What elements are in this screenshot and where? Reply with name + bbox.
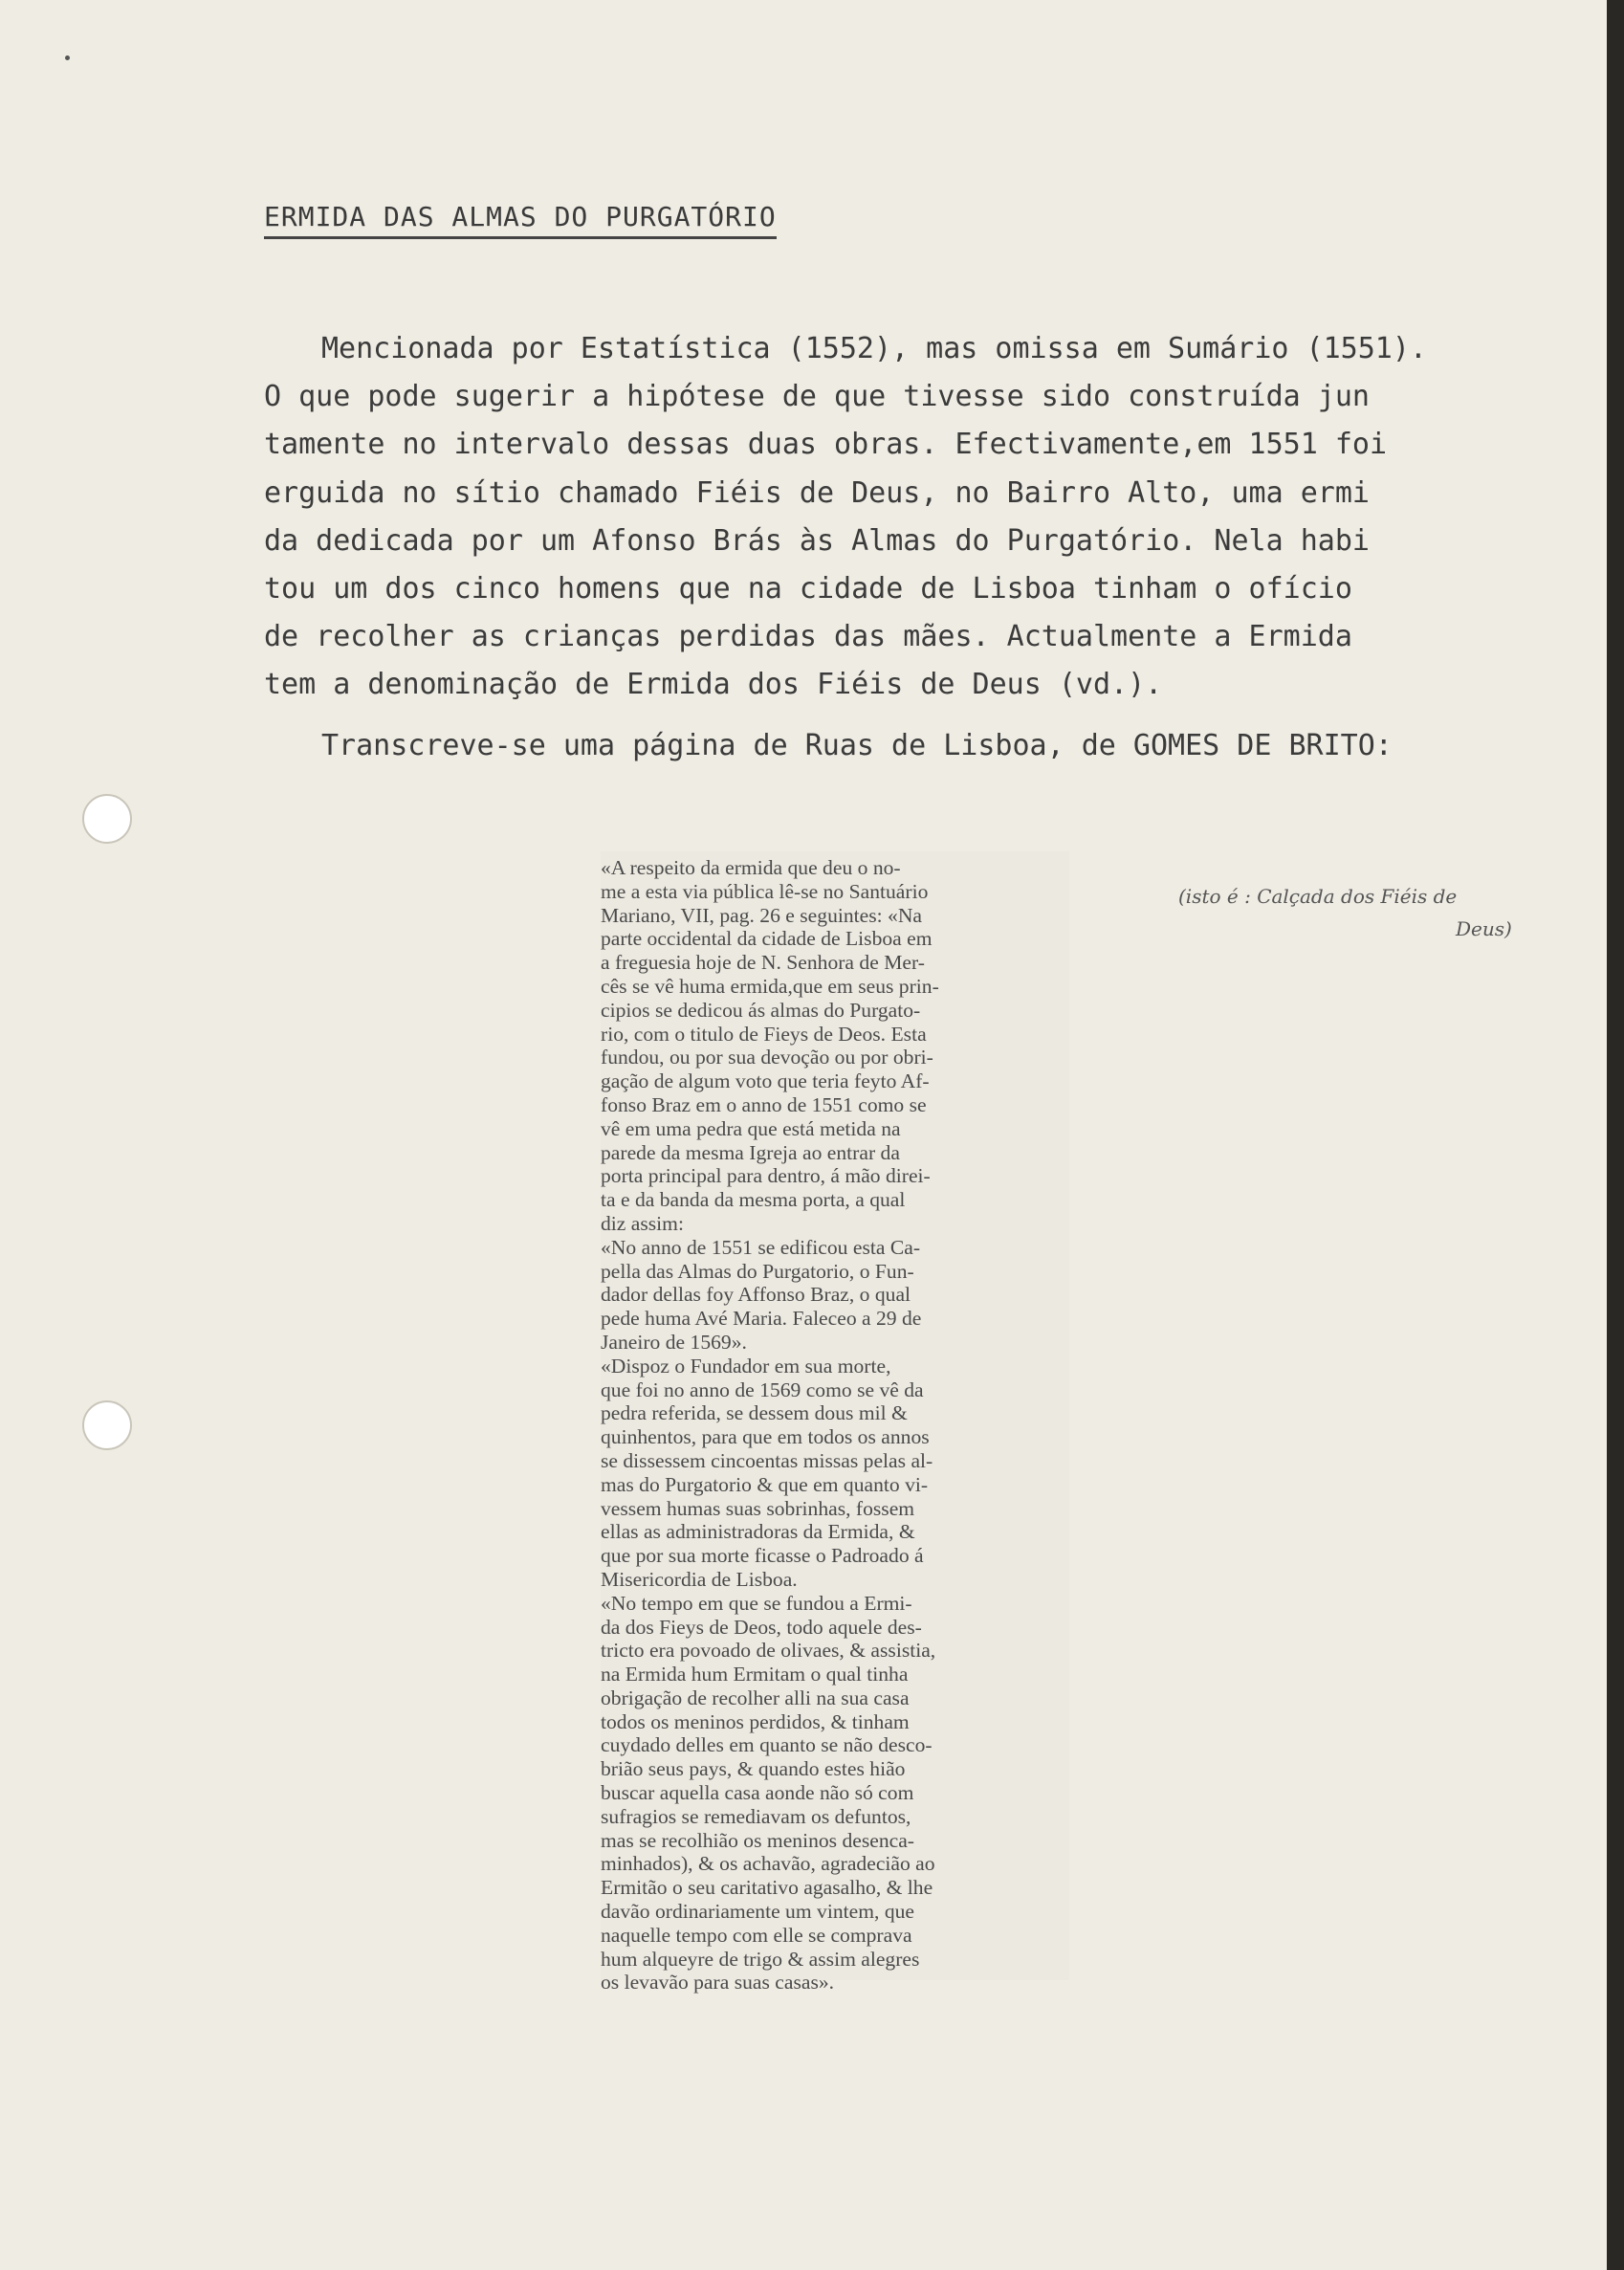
clipping-line: pede huma Avé Maria. Faleceo a 29 de (601, 1307, 922, 1331)
clipping-line: vê em uma pedra que está metida na (601, 1116, 901, 1140)
clipping-line: sufragios se remediavam os defuntos, (601, 1804, 911, 1828)
clipping-line: Mariano, VII, pag. 26 e seguintes: «Na (601, 903, 923, 927)
clipping-line: porta principal para dentro, á mão direi- (601, 1164, 931, 1188)
paragraph-line: O que pode sugerir a hipótese de que tivesse sido construída jun (264, 380, 1370, 414)
clipping-line: me a esta via pública lê-se no Santuário (601, 879, 929, 903)
clipping-line: cipios se dedicou ás almas do Purgato- (601, 998, 921, 1022)
punch-hole (82, 1400, 132, 1450)
clipping-line: cês se vê huma ermida,que em seus prin- (601, 974, 939, 998)
clipping-line: «A respeito da ermida que deu o no- (601, 856, 901, 879)
margin-note-line: (isto é : Calçada dos Fiéis de (1178, 885, 1458, 908)
clipping-line: todos os meninos perdidos, & tinham (601, 1709, 910, 1733)
clipping-line: mas se recolhião os meninos desenca- (601, 1828, 914, 1852)
clipping-line: obrigação de recolher alli na sua casa (601, 1686, 910, 1709)
paragraph-line: tem a denominação de Ermida dos Fiéis de Deus (vd.). (264, 668, 1163, 702)
clipping-line: se dissessem cincoentas missas pelas al- (601, 1448, 933, 1472)
margin-note-line: Deus) (1456, 917, 1512, 940)
paragraph-line: erguida no sítio chamado Fiéis de Deus, no Bairro Alto, uma ermi (264, 475, 1370, 510)
paragraph-line: tamente no intervalo dessas duas obras. Efectivamente,em 1551 foi (264, 428, 1387, 462)
clipping-line: pella das Almas do Purgatorio, o Fun- (601, 1259, 914, 1283)
clipping-line: parede da mesma Igreja ao entrar da (601, 1140, 900, 1164)
punch-hole (82, 794, 132, 844)
clipping-line: ellas as administradoras da Ermida, & (601, 1520, 915, 1544)
clipping-line: rio, com o titulo de Fieys de Deos. Esta (601, 1022, 927, 1046)
page-edge (1607, 0, 1624, 2270)
paragraph-line: da dedicada por um Afonso Brás às Almas do Purgatório. Nela habi (264, 523, 1370, 558)
clipping-line: Janeiro de 1569». (601, 1330, 747, 1354)
clipping-line: mas do Purgatorio & que em quanto vi- (601, 1472, 929, 1496)
clipping-line: ta e da banda da mesma porta, a qual (601, 1188, 906, 1212)
body-paragraph (264, 325, 1536, 710)
clipping-line: brião seus pays, & quando estes hião (601, 1757, 906, 1781)
clipping-line: quinhentos, para que em todos os annos (601, 1425, 930, 1449)
transcription-intro: Transcreve-se uma página de Ruas de Lisboa, de GOMES DE BRITO: (321, 729, 1393, 762)
clipping-line: hum alqueyre de trigo & assim alegres (601, 1947, 920, 1971)
paragraph-line: tou um dos cinco homens que na cidade de Lisboa tinham o ofício (264, 572, 1352, 606)
clipping-line: naquelle tempo com elle se comprava (601, 1923, 912, 1947)
clipping-line: que por sua morte ficasse o Padroado á (601, 1544, 924, 1568)
clipping-line: tricto era povoado de olivaes, & assistia, (601, 1639, 936, 1663)
clipping-line: a freguesia hoje de N. Senhora de Mer- (601, 951, 925, 975)
clipping-line: davão ordinariamente um vintem, que (601, 1900, 914, 1924)
clipping-line: fundou, ou por sua devoção ou por obri- (601, 1046, 933, 1069)
clipping-line: Misericordia de Lisboa. (601, 1567, 798, 1591)
clipping-line: cuydado delles em quanto se não desco- (601, 1733, 933, 1757)
clipping-line: pedra referida, se dessem dous mil & (601, 1401, 908, 1425)
document-title: ERMIDA DAS ALMAS DO PURGATÓRIO (264, 201, 777, 239)
clipping-line: «No tempo em que se fundou a Ermi- (601, 1591, 912, 1615)
clipping-line: «Dispoz o Fundador em sua morte, (601, 1354, 891, 1377)
clipping-line: minhados), & os achavão, agradecião ao (601, 1852, 935, 1876)
clipping-line: que foi no anno de 1569 como se vê da (601, 1377, 924, 1401)
clipping-line: dador dellas foy Affonso Braz, o qual (601, 1283, 911, 1307)
clipping-line: «No anno de 1551 se edificou esta Ca- (601, 1235, 921, 1259)
paragraph-line: de recolher as crianças perdidas das mães. Actualmente a Ermida (264, 620, 1352, 654)
paragraph-line: Mencionada por Estatística (1552), mas omissa em Sumário (1551). (321, 332, 1427, 365)
clipping-line: na Ermida hum Ermitam o qual tinha (601, 1663, 909, 1686)
clipping-line: diz assim: (601, 1211, 684, 1235)
clipping-line: gação de algum voto que teria feyto Af- (601, 1069, 930, 1093)
paper-speck (65, 55, 70, 60)
clipping-line: buscar aquella casa aonde não só com (601, 1781, 914, 1805)
clipping-line: Ermitão o seu caritativo agasalho, & lhe (601, 1876, 933, 1900)
clipping-line: fonso Braz em o anno de 1551 como se (601, 1092, 927, 1116)
handwritten-margin-note (1178, 880, 1561, 945)
clipping-line: os levavão para suas casas». (601, 1971, 835, 1995)
clipping-line: da dos Fieys de Deos, todo aquele des- (601, 1615, 922, 1639)
clipping-text (601, 856, 1064, 1995)
clipping-line: vessem humas suas sobrinhas, fossem (601, 1496, 915, 1520)
clipping-line: parte occidental da cidade de Lisboa em (601, 927, 933, 951)
